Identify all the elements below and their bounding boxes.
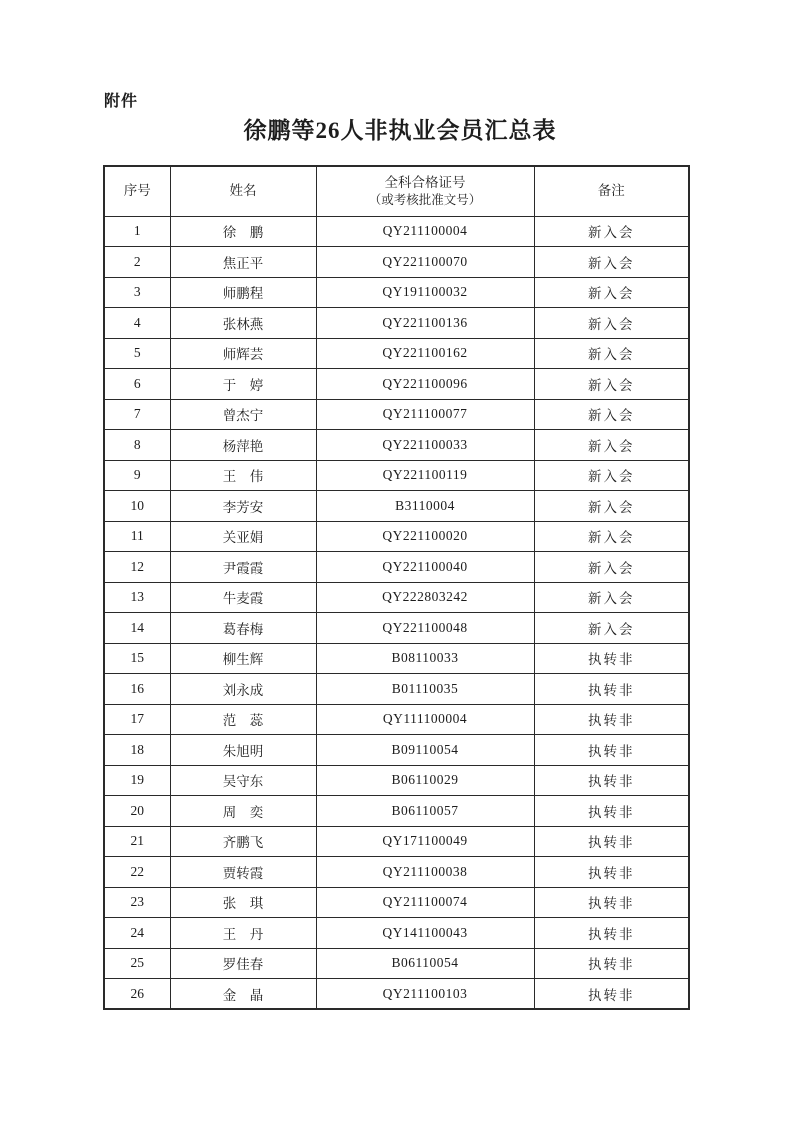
cell-remark: 执转非 xyxy=(534,704,689,735)
table-row xyxy=(104,643,689,674)
cell-name: 罗佳春 xyxy=(170,948,316,979)
table-row xyxy=(104,491,689,522)
cell-index: 26 xyxy=(104,979,170,1010)
cell-remark: 执转非 xyxy=(534,979,689,1010)
cell-remark: 新入会 xyxy=(534,308,689,339)
cell-name: 金 晶 xyxy=(170,979,316,1010)
cell-remark: 新入会 xyxy=(534,277,689,308)
table-row xyxy=(104,582,689,613)
cell-index: 10 xyxy=(104,491,170,522)
table-header xyxy=(104,166,689,216)
cell-cert: QY211100038 xyxy=(316,857,534,888)
cell-index: 22 xyxy=(104,857,170,888)
cell-cert: B06110057 xyxy=(316,796,534,827)
cell-remark: 执转非 xyxy=(534,918,689,949)
cell-remark: 执转非 xyxy=(534,826,689,857)
table-row xyxy=(104,796,689,827)
table-row xyxy=(104,399,689,430)
cell-index: 14 xyxy=(104,613,170,644)
cell-name: 范 蕊 xyxy=(170,704,316,735)
header-cert xyxy=(316,166,534,216)
cell-cert: QY211100004 xyxy=(316,216,534,247)
table-body xyxy=(104,216,689,1009)
header-index: 序号 xyxy=(104,166,170,216)
cell-cert: QY221100136 xyxy=(316,308,534,339)
table-row xyxy=(104,277,689,308)
cell-remark: 新入会 xyxy=(534,491,689,522)
cell-remark: 执转非 xyxy=(534,887,689,918)
cell-name: 徐 鹏 xyxy=(170,216,316,247)
cell-remark: 执转非 xyxy=(534,643,689,674)
table-row xyxy=(104,979,689,1010)
cell-remark: 执转非 xyxy=(534,674,689,705)
cell-remark: 执转非 xyxy=(534,857,689,888)
cell-index: 15 xyxy=(104,643,170,674)
members-table xyxy=(103,165,690,1010)
table-row xyxy=(104,735,689,766)
cell-cert: B06110054 xyxy=(316,948,534,979)
cell-index: 1 xyxy=(104,216,170,247)
table-row xyxy=(104,308,689,339)
cell-remark: 新入会 xyxy=(534,552,689,583)
cell-name: 张 琪 xyxy=(170,887,316,918)
table-row xyxy=(104,430,689,461)
table-row xyxy=(104,948,689,979)
cell-cert: QY171100049 xyxy=(316,826,534,857)
page-title: 徐鹏等26人非执业会员汇总表 xyxy=(243,118,557,143)
cell-remark: 执转非 xyxy=(534,796,689,827)
cell-index: 7 xyxy=(104,399,170,430)
cell-index: 8 xyxy=(104,430,170,461)
table-row xyxy=(104,521,689,552)
cell-index: 18 xyxy=(104,735,170,766)
cell-cert: B08110033 xyxy=(316,643,534,674)
cell-name: 柳生辉 xyxy=(170,643,316,674)
cell-index: 2 xyxy=(104,247,170,278)
cell-index: 13 xyxy=(104,582,170,613)
cell-cert: QY141100043 xyxy=(316,918,534,949)
cell-name: 牛麦霞 xyxy=(170,582,316,613)
table-row xyxy=(104,369,689,400)
cell-cert: QY211100103 xyxy=(316,979,534,1010)
cell-name: 李芳安 xyxy=(170,491,316,522)
cell-name: 贾转霞 xyxy=(170,857,316,888)
cell-cert: QY221100048 xyxy=(316,613,534,644)
header-cert-line2: （或考核批准文号） xyxy=(368,192,482,207)
cell-remark: 新入会 xyxy=(534,430,689,461)
table-row xyxy=(104,704,689,735)
cell-name: 尹霞霞 xyxy=(170,552,316,583)
table-row xyxy=(104,674,689,705)
cell-remark: 新入会 xyxy=(534,369,689,400)
cell-index: 25 xyxy=(104,948,170,979)
cell-index: 4 xyxy=(104,308,170,339)
table-row xyxy=(104,338,689,369)
header-row xyxy=(104,166,689,216)
cell-remark: 执转非 xyxy=(534,948,689,979)
table-row xyxy=(104,826,689,857)
cell-cert: QY222803242 xyxy=(316,582,534,613)
cell-remark: 新入会 xyxy=(534,399,689,430)
cell-remark: 执转非 xyxy=(534,765,689,796)
cell-name: 曾杰宁 xyxy=(170,399,316,430)
table-row xyxy=(104,918,689,949)
cell-name: 关亚娟 xyxy=(170,521,316,552)
attachment-label: 附件 xyxy=(104,93,139,110)
table-row xyxy=(104,613,689,644)
cell-remark: 新入会 xyxy=(534,338,689,369)
cell-cert: B06110029 xyxy=(316,765,534,796)
cell-name: 杨萍艳 xyxy=(170,430,316,461)
cell-name: 张林燕 xyxy=(170,308,316,339)
cell-cert: B01110035 xyxy=(316,674,534,705)
table-row xyxy=(104,765,689,796)
cell-remark: 新入会 xyxy=(534,613,689,644)
cell-index: 19 xyxy=(104,765,170,796)
cell-index: 24 xyxy=(104,918,170,949)
table-row xyxy=(104,460,689,491)
cell-index: 16 xyxy=(104,674,170,705)
cell-cert: QY221100040 xyxy=(316,552,534,583)
header-remark: 备注 xyxy=(534,166,689,216)
cell-index: 23 xyxy=(104,887,170,918)
header-name: 姓名 xyxy=(170,166,316,216)
cell-cert: QY221100119 xyxy=(316,460,534,491)
cell-name: 师鹏程 xyxy=(170,277,316,308)
cell-cert: B09110054 xyxy=(316,735,534,766)
cell-cert: QY211100077 xyxy=(316,399,534,430)
cell-cert: QY211100074 xyxy=(316,887,534,918)
table-row xyxy=(104,247,689,278)
table-row xyxy=(104,887,689,918)
cell-index: 3 xyxy=(104,277,170,308)
cell-cert: QY221100162 xyxy=(316,338,534,369)
cell-index: 20 xyxy=(104,796,170,827)
cell-name: 刘永成 xyxy=(170,674,316,705)
cell-remark: 新入会 xyxy=(534,216,689,247)
cell-remark: 新入会 xyxy=(534,460,689,491)
cell-name: 王 丹 xyxy=(170,918,316,949)
table-row xyxy=(104,216,689,247)
cell-index: 21 xyxy=(104,826,170,857)
cell-name: 齐鹏飞 xyxy=(170,826,316,857)
cell-index: 6 xyxy=(104,369,170,400)
cell-cert: B3110004 xyxy=(316,491,534,522)
cell-remark: 新入会 xyxy=(534,521,689,552)
cell-name: 吴守东 xyxy=(170,765,316,796)
cell-index: 12 xyxy=(104,552,170,583)
cell-remark: 新入会 xyxy=(534,582,689,613)
cell-remark: 执转非 xyxy=(534,735,689,766)
cell-name: 王 伟 xyxy=(170,460,316,491)
cell-index: 9 xyxy=(104,460,170,491)
table-row xyxy=(104,857,689,888)
cell-cert: QY221100096 xyxy=(316,369,534,400)
cell-name: 葛春梅 xyxy=(170,613,316,644)
cell-cert: QY221100033 xyxy=(316,430,534,461)
cell-cert: QY221100070 xyxy=(316,247,534,278)
cell-cert: QY221100020 xyxy=(316,521,534,552)
cell-name: 焦正平 xyxy=(170,247,316,278)
cell-index: 17 xyxy=(104,704,170,735)
table-row xyxy=(104,552,689,583)
cell-name: 于 婷 xyxy=(170,369,316,400)
cell-index: 5 xyxy=(104,338,170,369)
header-cert-line1: 全科合格证号 xyxy=(384,174,466,190)
cell-index: 11 xyxy=(104,521,170,552)
cell-cert: QY111100004 xyxy=(316,704,534,735)
cell-remark: 新入会 xyxy=(534,247,689,278)
cell-name: 朱旭明 xyxy=(170,735,316,766)
cell-name: 师辉芸 xyxy=(170,338,316,369)
cell-cert: QY191100032 xyxy=(316,277,534,308)
cell-name: 周 奕 xyxy=(170,796,316,827)
